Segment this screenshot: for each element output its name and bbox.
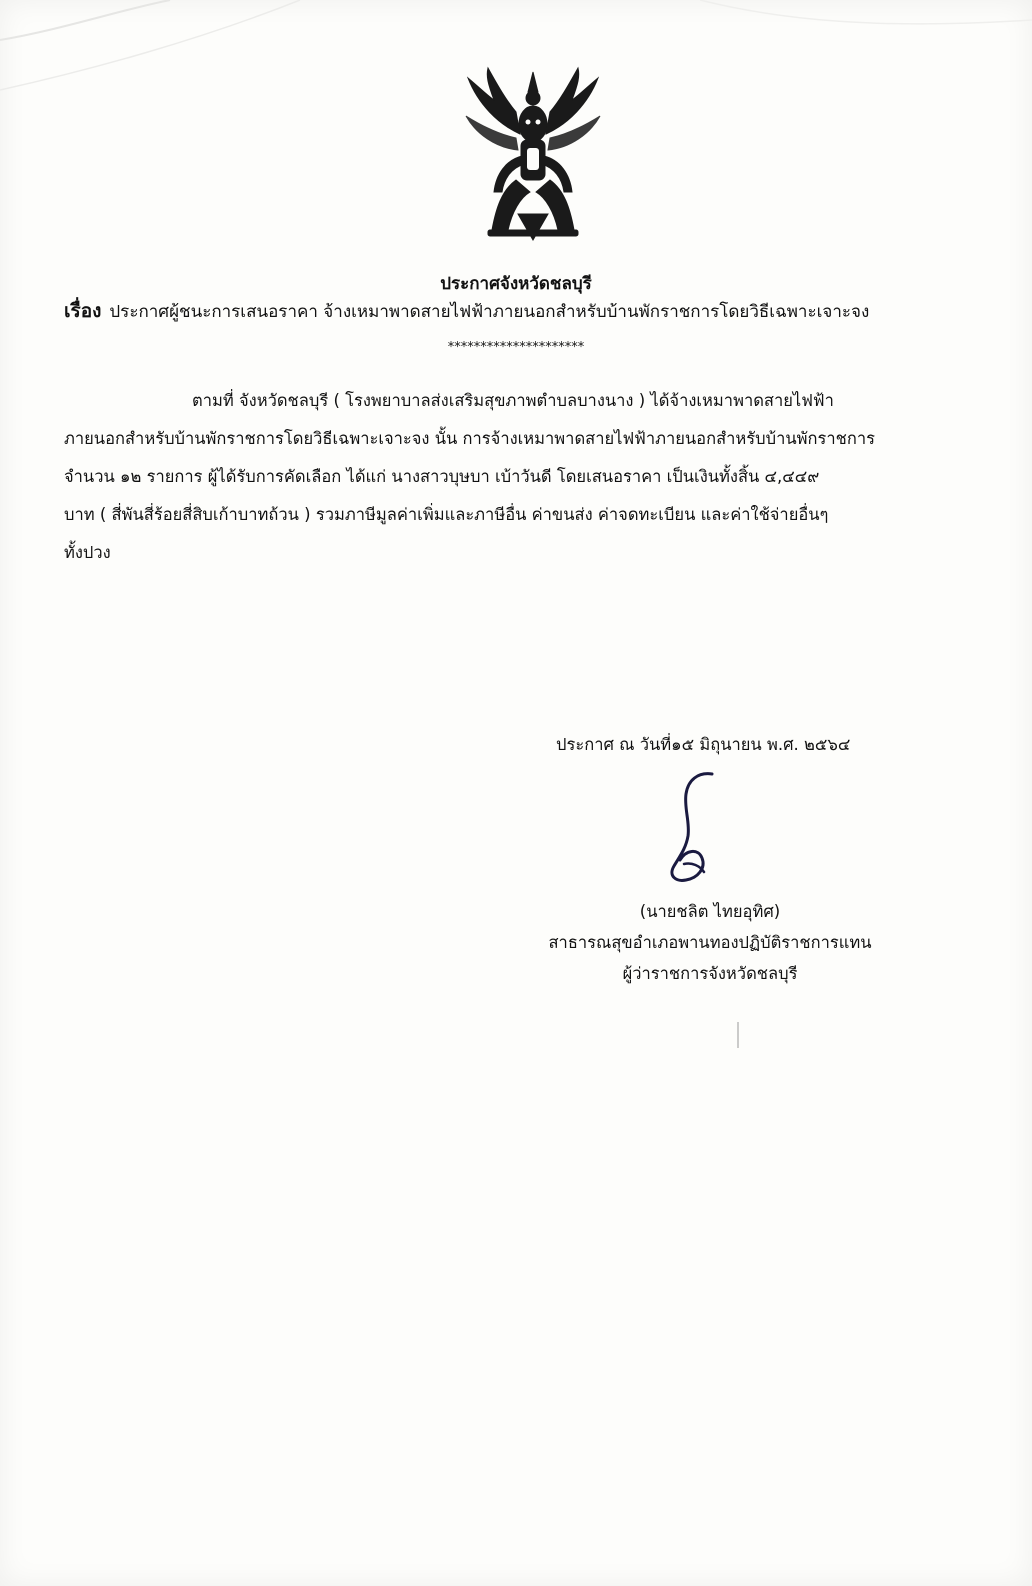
body-line: ทั้งปวง xyxy=(64,543,111,562)
signature-block xyxy=(460,896,960,989)
subject-text: ประกาศผู้ชนะการเสนอราคา จ้างเหมาพาดสายไฟฟ้าภายนอกสำหรับบ้านพักราชการโดยวิธีเฉพาะเจาะจง xyxy=(109,302,870,322)
handwritten-signature xyxy=(640,768,750,888)
signer-position-authority: ผู้ว่าราชการจังหวัดชลบุรี xyxy=(622,964,798,983)
body-line: บาท ( สี่พันสี่ร้อยสี่สิบเก้าบาทถ้วน ) รวมภาษีมูลค่าเพิ่มและภาษีอื่น ค่าขนส่ง ค่าจดทะเบียน และค่าใช้จ่ายอื่นๆ xyxy=(64,505,829,524)
announcement-date: ประกาศ ณ วันที่๑๕ มิถุนายน พ.ศ. ๒๕๖๔ xyxy=(556,735,851,754)
announcement-title: ประกาศจังหวัดชลบุรี xyxy=(440,274,592,294)
body-line: จำนวน ๑๒ รายการ ผู้ได้รับการคัดเลือก ได้แก่ นางสาวบุษบา เบ้าวันดี โดยเสนอราคา เป็นเงินทั้งสิ้น ๔,๔๔๙ xyxy=(64,467,820,486)
announcement-body xyxy=(64,382,990,572)
signer-name: (นายชลิต ไทยอุทิศ) xyxy=(639,902,781,921)
ink-mark xyxy=(737,1022,739,1048)
garuda-emblem xyxy=(458,64,608,244)
body-line: ตามที่ จังหวัดชลบุรี ( โรงพยาบาลส่งเสริมสุขภาพตำบลบางนาง ) ได้จ้างเหมาพาดสายไฟฟ้า xyxy=(192,391,834,410)
subject-label: เรื่อง xyxy=(64,300,102,322)
body-line: ภายนอกสำหรับบ้านพักราชการโดยวิธีเฉพาะเจาะจง นั้น การจ้างเหมาพาดสายไฟฟ้าภายนอกสำหรับบ้านพักราชการ xyxy=(64,429,875,448)
signer-position: สาธารณสุขอำเภอพานทองปฏิบัติราชการแทน xyxy=(548,933,872,952)
separator: ********************* xyxy=(447,340,585,355)
subject-line xyxy=(64,296,1004,326)
